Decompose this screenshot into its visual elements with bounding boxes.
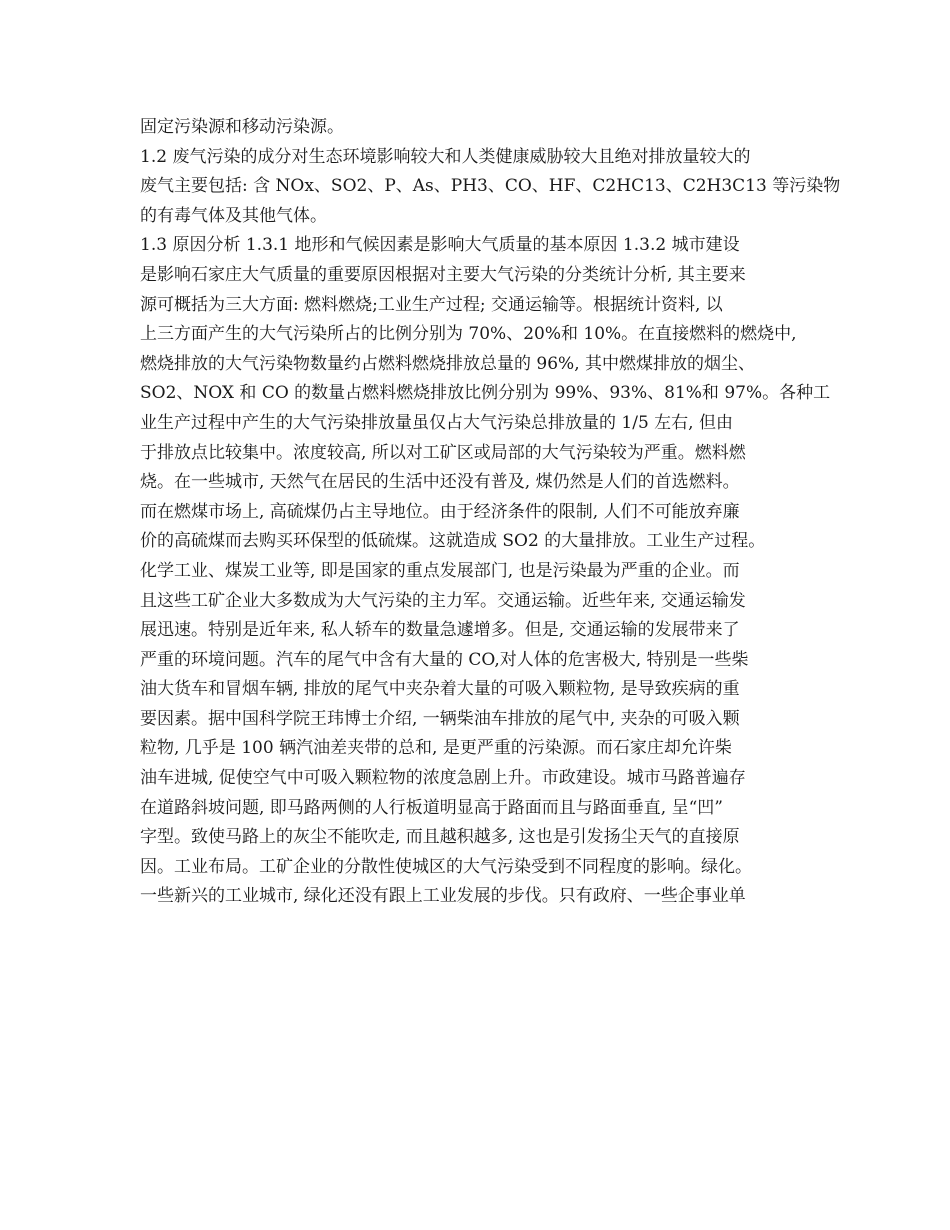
text-line: 业生产过程中产生的大气污染排放量虽仅占大气污染总排放量的 1/5 左右, 但由 — [140, 412, 733, 433]
text-line: 且这些工矿企业大多数成为大气污染的主力军。交通运输。近些年来, 交通运输发 — [140, 590, 746, 611]
text-line: 粒物, 几乎是 100 辆汽油差夹带的总和, 是更严重的污染源。而石家庄却允许柴 — [140, 738, 732, 759]
text-line: 要因素。据中国科学院王玮博士介绍, 一辆柴油车排放的尾气中, 夹杂的可吸入颗 — [140, 708, 740, 729]
text-line: 于排放点比较集中。浓度较高, 所以对工矿区或局部的大气污染较为严重。燃料燃 — [140, 442, 746, 463]
body-text — [140, 113, 841, 912]
text-line: 一些新兴的工业城市, 绿化还没有跟上工业发展的步伐。只有政府、一些企事业单 — [140, 886, 746, 907]
text-line: 固定污染源和移动污染源。 — [140, 117, 344, 137]
text-line: 油大货车和冒烟车辆, 排放的尾气中夹杂着大量的可吸入颗粒物, 是导致疾病的重 — [140, 679, 740, 700]
text-line: 烧。在一些城市, 天然气在居民的生活中还没有普及, 煤仍然是人们的首选燃料。 — [140, 472, 740, 493]
text-line: 油车进城, 促使空气中可吸入颗粒物的浓度急剧上升。市政建设。城市马路普遍存 — [140, 768, 746, 789]
text-line: 源可概括为三大方面: 燃料燃烧;工业生产过程; 交通运输等。根据统计资料, 以 — [140, 294, 723, 315]
text-line: SO2、NOX 和 CO 的数量占燃料燃烧排放比例分别为 99%、93%、81%和 97%。各种工 — [140, 383, 831, 404]
text-line: 严重的环境问题。汽车的尾气中含有大量的 CO,对人体的危害极大, 特别是一些柴 — [140, 649, 749, 670]
text-line: 而在燃煤市场上, 高硫煤仍占主导地位。由于经济条件的限制, 人们不可能放弃廉 — [140, 501, 740, 522]
text-line: 上三方面产生的大气污染所占的比例分别为 70%、20%和 10%。在直接燃料的燃烧中, — [140, 324, 797, 345]
text-line: 1.3 原因分析 1.3.1 地形和气候因素是影响大气质量的基本原因 1.3.2 城市建设 — [140, 235, 740, 256]
text-line: 的有毒气体及其他气体。 — [140, 205, 327, 226]
text-line: 化学工业、煤炭工业等, 即是国家的重点发展部门, 也是污染最为严重的企业。而 — [140, 560, 740, 581]
text-line: 字型。致使马路上的灰尘不能吹走, 而且越积越多, 这也是引发扬尘天气的直接原 — [140, 827, 740, 848]
text-line: 是影响石家庄大气质量的重要原因根据对主要大气污染的分类统计分析, 其主要来 — [140, 264, 746, 285]
text-line: 1.2 废气污染的成分对生态环境影响较大和人类健康威胁较大且绝对排放量较大的 — [140, 146, 751, 167]
text-line: 废气主要包括: 含 NOx、SO2、P、As、PH3、CO、HF、C2HC13、C2H3C13 等污染物 — [140, 176, 841, 197]
text-line: 展迅速。特别是近年来, 私人轿车的数量急遽增多。但是, 交通运输的发展带来了 — [140, 620, 740, 641]
text-line: 价的高硫煤而去购买环保型的低硫煤。这就造成 SO2 的大量排放。工业生产过程。 — [140, 531, 766, 552]
text-line: 在道路斜坡问题, 即马路两侧的人行板道明显高于路面而且与路面垂直, 呈“凹” — [140, 797, 723, 818]
text-line: 因。工业布局。工矿企业的分散性使城区的大气污染受到不同程度的影响。绿化。 — [140, 856, 752, 877]
text-line: 燃烧排放的大气污染物数量约占燃料燃烧排放总量的 96%, 其中燃煤排放的烟尘、 — [140, 353, 755, 374]
